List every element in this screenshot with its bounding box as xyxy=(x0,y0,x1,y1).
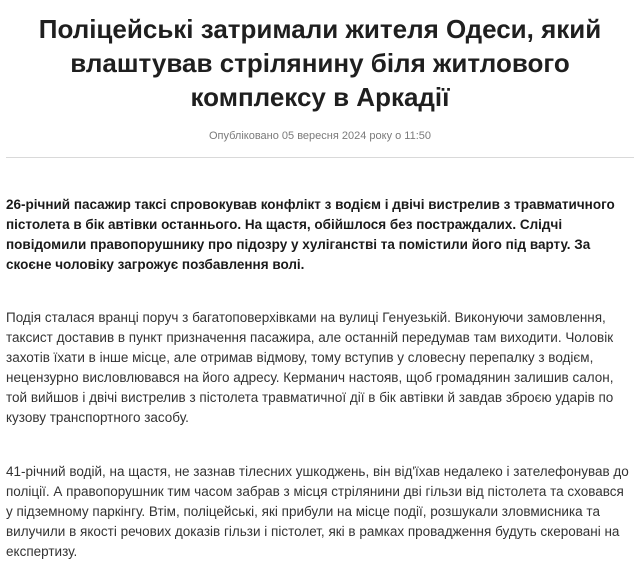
divider xyxy=(6,157,634,158)
article-lead: 26-річний пасажир таксі спровокував конфлікт з водієм і двічі вистрелив з травматичного пістолета в бік автівки останнього. На щастя, обійшлося без постраждалих. Слідчі повідомили правопорушнику про підозру у хуліганстві та помістили його під варту. За скоєне чоловіку загрожує позбавлення волі. xyxy=(6,197,615,272)
article-title: Поліцейські затримали жителя Одеси, який влаштував стрілянину біля житлового комплексу в Аркадії xyxy=(38,14,602,112)
article-paragraph: 41-річний водій, на щастя, не зазнав тілесних ушкоджень, він від'їхав недалеко і зателефонував до поліції. А правопорушник тим часом забрав з місця стрілянини дві гільзи від пістолета та сховався у підземному паркінгу. Втім, поліцейські, які прибули на місце події, розшукали зловмисника та вилучили в якості речових доказів гільзи і пістолет, які в рамках провадження будуть скеровані на експертизу. xyxy=(6,464,629,559)
publish-date: Опубліковано 05 вересня 2024 року о 11:50 xyxy=(208,130,432,142)
article-paragraph: Подія сталася вранці поруч з багатоповерхівками на вулиці Генуезькій. Виконуючи замовлення, таксист доставив в пункт призначення пасажира, але останній передумав там виходити. Чоловік захотів їхати в інше місце, але отримав відмову, тому вступив у словесну перепалку з водієм, нецензурно висловлювався на його адресу. Керманич настояв, щоб громадянин залишив салон, той вийшов і двічі вистрелив з пістолета травматичної дії в бік автівки й завдав зброєю ударів по кузову транспортного засобу. xyxy=(6,310,614,425)
